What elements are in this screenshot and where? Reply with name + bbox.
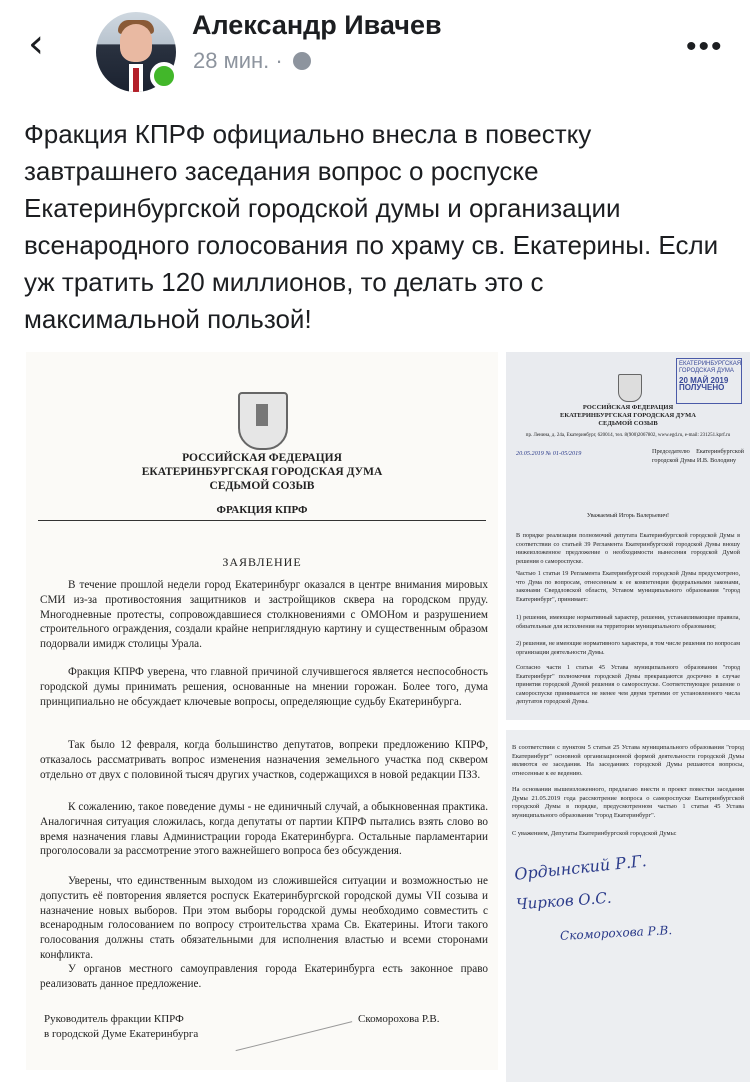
doc-header-convocation: СЕДЬМОЙ СОЗЫВ [209, 480, 315, 492]
stamp-org: ЕКАТЕРИНБУРГСКАЯ ГОРОДСКАЯ ДУМА [679, 361, 742, 374]
signer-role-line-1: Руководитель фракции КПРФ [44, 1013, 184, 1025]
handwritten-signature-2: Чирков О.С. [515, 888, 613, 914]
doc-body-5: Согласно части 1 статьи 45 Устава муниципального образования "город Екатеринбург" полномочия городской Думы прекращаются досрочно в случае принятия городской Думой решения о самороспуске. Соответствующее решение о самороспуске принимается не менее чем двумя третями от установленного числа депутатов городской Думы. [516, 664, 740, 705]
stamp-date: 20 МАЙ 2019 [679, 376, 729, 385]
doc-paragraph-5: Уверены, что единственным выходом из сложившейся ситуации и возможностью не допустить её повторения является роспуск Екатеринбургской городской думы VII созыва и назначение новых выборов. При этом выборы городской думы необходимо совместить с всенародным голосованием по вопросу строительства храма Св. Екатерины. Итоги такого голосования должны стать обязательными для исполнения властью и всеми сторонами конфликта. [40, 875, 488, 961]
coat-of-arms-icon [238, 392, 288, 450]
received-stamp [676, 358, 742, 404]
coat-of-arms-icon [618, 374, 642, 402]
letter-document-image[interactable] [506, 352, 750, 720]
post-header [0, 0, 750, 100]
doc-header-country: РОССИЙСКАЯ ФЕДЕРАЦИЯ [582, 404, 674, 411]
doc-paragraph-2: Фракция КПРФ уверена, что главной причиной случившегося является неспособность городской думы принимать решения, основанные на мнении горожан. Более того, дума принципиально не обсуждает ключевые вопросы, определяющие судьбу Екатеринбурга. [40, 666, 488, 708]
post-meta [193, 48, 311, 74]
doc-body-2: На основании вышеизложенного, предлагаю внести в проект повестки заседания Думы 21.05.2019 года рассмотрение вопроса о самороспуске Екатеринбургской городской Думы в порядке, предусмотренном частью 1 статьи 45 Устава муниципального образования "город Екатеринбург". [512, 786, 744, 819]
doc-paragraph-6: У органов местного самоуправления города Екатеринбурга есть законное право реализовать данное предложение. [40, 963, 488, 990]
signer-role-line-2: в городской Думе Екатеринбурга [44, 1028, 199, 1040]
stamp-status: ПОЛУЧЕНО [679, 383, 725, 392]
post-time[interactable]: 28 мин. [193, 48, 270, 73]
handwritten-signature [230, 998, 352, 1051]
chevron-left-icon[interactable]: ‹ [28, 21, 44, 67]
doc-salutation: Уважаемый Игорь Валерьевич! [586, 512, 670, 519]
doc-paragraph-4: К сожалению, такое поведение думы - не единичный случай, а обыкновенная практика. Аналогичная ситуация сложилась, когда депутаты от партии КПРФ пытались взять слово во время назначения главы Администрации города Екатеринбурга. Остальные парламентарии проголосовали за рассмотрение этого важнейшего вопроса без обсуждения. [40, 801, 488, 858]
author-name[interactable]: Александр Ивачев [192, 10, 442, 40]
signer-name: Скоморохова Р.В. [358, 1013, 440, 1025]
doc-addressee: Председателю Екатеринбургской городской Думы И.В. Володину [652, 448, 744, 464]
globe-icon [293, 52, 311, 70]
handwritten-signature-3: Скоморохова Р.В. [559, 923, 673, 943]
doc-address: пр. Ленина, д. 24а, Екатеринбург, 620014, тел. 8(900)2067802, www.egd.ru, e-mail: 231251.kprf.ru [525, 433, 731, 438]
doc-paragraph-3: Так было 12 февраля, когда большинство депутатов, вопреки предложению КПРФ, отказалось рассматривать вопрос изменения назначения земельного участка под сквером отдельно от двух с половиной тысяч других участков, содержащихся в новой редакции ПЗЗ. [40, 739, 488, 781]
ellipsis-icon[interactable]: ••• [686, 30, 724, 63]
doc-header-duma: ЕКАТЕРИНБУРГСКАЯ ГОРОДСКАЯ ДУМА [560, 412, 696, 419]
doc-paragraph-1: В течение прошлой недели город Екатеринбург оказался в центре внимания мировых СМИ из-за противостояния защитников и застройщиков сквера на городском пруду. Многодневные протесты, сопровождавшиеся столкновениями с ОМОНом и разрушением строительного ограждения, создали крайне неприглядную картину и существенным образом подорвали имидж столицы Урала. [40, 579, 488, 651]
doc-body-1: В порядке реализации полномочий депутата Екатеринбургской городской Думы в соответствии со статьей 39 Регламента Екатеринбургской городской Думы вношу нижеизложенное предложение о необходимости вынесения городской Думой решения о самороспуске. [516, 532, 740, 565]
doc-closing: С уважением, Депутаты Екатеринбургской городской Думы: [512, 830, 677, 837]
doc-body-1: В соответствии с пунктом 5 статьи 25 Устава муниципального образования "город Екатеринбург" основной организационной формой деятельности городской Думы являются ее заседания. На заседаниях городской Думы решаются вопросы, отнесенные к ее ведению. [512, 744, 744, 777]
doc-divider [38, 520, 486, 521]
doc-number: 20.05.2019 № 01-05/2019 [516, 450, 582, 457]
meta-separator: · [275, 48, 283, 73]
signatures-document-image[interactable] [506, 730, 750, 1082]
doc-body-3: 1) решения, имеющие нормативный характер, решения, устанавливающие правила, обязательные для исполнения на территории муниципального образования; [516, 614, 740, 630]
online-status-dot [150, 62, 178, 90]
avatar-tie [133, 68, 139, 92]
doc-body-2: Частью 1 статьи 19 Регламента Екатеринбургской городской Думы предусмотрено, что Дума по вопросам, отнесенным к ее компетенции федеральными законами, законами Свердловской области, Уставом муниципального образования "город Екатеринбург", принимает: [516, 570, 740, 603]
post-text: Фракция КПРФ официально внесла в повестку завтрашнего заседания вопрос о роспуске Екатеринбургской городской думы и организации всенародного голосования по храму св. Екатерины. Если уж тратить 120 миллионов, то делать это с максимальной пользой! [24, 119, 719, 334]
doc-header-country: РОССИЙСКАЯ ФЕДЕРАЦИЯ [182, 452, 342, 464]
doc-faction: ФРАКЦИЯ КПРФ [216, 504, 308, 516]
doc-header-duma: ЕКАТЕРИНБУРГСКАЯ ГОРОДСКАЯ ДУМА [141, 466, 383, 478]
statement-document-image[interactable] [26, 352, 498, 1070]
handwritten-signature-1: Ордынский Р.Г. [513, 851, 648, 884]
doc-header-convocation: СЕДЬМОЙ СОЗЫВ [598, 420, 658, 427]
avatar-face [120, 24, 152, 62]
doc-body-4: 2) решения, не имеющие нормативного характера, в том числе решения по вопросам организации деятельности Думы. [516, 640, 740, 656]
doc-title: ЗАЯВЛЕНИЕ [222, 555, 302, 569]
